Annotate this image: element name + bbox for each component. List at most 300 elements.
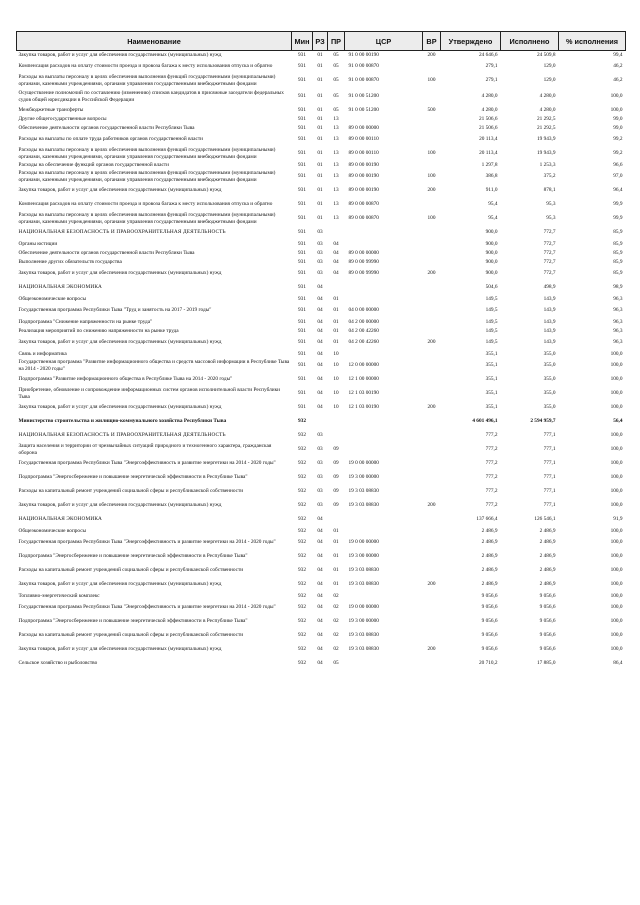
percent-cell: 100,0 bbox=[610, 618, 623, 625]
ministry-cell: 931 bbox=[298, 318, 306, 325]
subsection-cell: 09 bbox=[333, 446, 339, 453]
section-cell: 01 bbox=[317, 106, 323, 113]
percent-cell: 46,2 bbox=[613, 63, 623, 70]
name-cell: Закупка товаров, работ и услуг для обеспечения государственных (муниципальных) нужд bbox=[18, 339, 222, 346]
target-article-cell bbox=[345, 657, 423, 671]
subsection-cell: 10 bbox=[333, 376, 339, 383]
name-cell: Расходы на выплаты персоналу в целях обеспечения выполнения функций государственными (муниципальными) органами, казенными учреждениями, органами управления государственными внебюджетными фондами bbox=[18, 147, 276, 160]
approved-cell: 20 113,4 bbox=[479, 136, 498, 143]
name-cell: НАЦИОНАЛЬНАЯ ЭКОНОМИКА bbox=[18, 516, 102, 523]
percent-cell: 86,4 bbox=[613, 660, 623, 667]
percent-cell: 96,4 bbox=[613, 187, 623, 194]
percent-cell: 100,0 bbox=[610, 106, 623, 113]
expense-type-cell bbox=[423, 550, 441, 564]
target-article-cell bbox=[345, 281, 423, 295]
expense-type-cell bbox=[423, 198, 441, 212]
ministry-cell: 932 bbox=[298, 474, 306, 481]
approved-cell: 9 056,6 bbox=[481, 604, 498, 611]
section-cell: 03 bbox=[317, 446, 323, 453]
expense-type-cell bbox=[423, 615, 441, 629]
expense-type-cell bbox=[423, 304, 441, 318]
subsection-cell bbox=[328, 226, 345, 240]
ministry-cell: 932 bbox=[298, 460, 306, 467]
section-cell: 04 bbox=[317, 632, 323, 639]
table-row bbox=[17, 318, 626, 327]
approved-cell: 355,1 bbox=[485, 390, 498, 397]
ministry-cell: 931 bbox=[298, 115, 306, 122]
approved-cell: 20 113,4 bbox=[479, 150, 498, 157]
expense-type-cell: 200 bbox=[427, 646, 436, 653]
executed-cell: 355,0 bbox=[543, 350, 556, 357]
approved-cell: 149,5 bbox=[485, 295, 498, 302]
percent-cell: 99,2 bbox=[613, 136, 623, 143]
target-article-cell: 19 3 03 08830 bbox=[348, 581, 379, 588]
executed-cell: 19 943,9 bbox=[536, 136, 556, 143]
percent-cell: 98,9 bbox=[613, 284, 623, 291]
name-cell: Топливно-энергетический комплекс bbox=[18, 592, 100, 599]
ministry-cell: 931 bbox=[298, 327, 306, 334]
name-cell: Подпрограмма "Снижение напряженности на рынке труда" bbox=[18, 318, 153, 325]
target-article-cell: 89 0 00 00000 bbox=[348, 249, 379, 256]
expense-type-cell bbox=[423, 485, 441, 499]
percent-cell: 100,0 bbox=[610, 404, 623, 411]
expense-type-cell bbox=[423, 513, 441, 527]
subsection-cell: 10 bbox=[333, 404, 339, 411]
section-cell: 04 bbox=[317, 376, 323, 383]
target-article-cell: 91 0 00 51200 bbox=[348, 93, 379, 100]
target-article-cell: 19 3 03 08830 bbox=[348, 646, 379, 653]
name-cell: Связь и информатика bbox=[18, 350, 67, 357]
ministry-cell: 932 bbox=[298, 604, 306, 611]
executed-cell: 1 253,3 bbox=[539, 161, 556, 168]
ministry-cell: 931 bbox=[298, 173, 306, 180]
header-approved: Утверждено bbox=[441, 32, 501, 51]
name-cell: Подпрограмма "Развитие информационного общества в Республике Тыва на 2014 - 2020 годы" bbox=[18, 376, 233, 383]
table-row bbox=[17, 443, 626, 457]
approved-cell: 2 486,9 bbox=[481, 539, 498, 546]
target-article-cell: 19 3 03 08830 bbox=[348, 502, 379, 509]
name-cell: Защита населения и территории от чрезвычайных ситуаций природного и техногенного характера, гражданская оборона bbox=[18, 443, 272, 456]
expense-type-cell bbox=[423, 443, 441, 457]
section-cell: 03 bbox=[317, 270, 323, 277]
executed-cell: 2 486,9 bbox=[539, 527, 556, 534]
expense-type-cell bbox=[423, 471, 441, 485]
executed-cell: 4 280,0 bbox=[539, 106, 556, 113]
subsection-cell: 01 bbox=[333, 295, 339, 302]
name-cell: Государственная программа Республики Тыва "Энергоэффективность и развитие энергетики на 2014 - 2020 годы" bbox=[18, 460, 276, 467]
ministry-cell: 932 bbox=[298, 527, 306, 534]
executed-cell: 126 546,1 bbox=[534, 516, 556, 523]
executed-cell: 772,7 bbox=[543, 240, 556, 247]
ministry-cell: 931 bbox=[298, 362, 306, 369]
section-cell: 04 bbox=[317, 660, 323, 667]
section-cell: 04 bbox=[317, 404, 323, 411]
table-row bbox=[17, 304, 626, 318]
subsection-cell: 13 bbox=[333, 173, 339, 180]
expense-type-cell bbox=[423, 318, 441, 327]
executed-cell: 2 486,9 bbox=[539, 539, 556, 546]
table-row bbox=[17, 657, 626, 671]
table-row bbox=[17, 74, 626, 88]
section-cell: 03 bbox=[317, 460, 323, 467]
target-article-cell bbox=[345, 443, 423, 457]
executed-cell: 355,0 bbox=[543, 390, 556, 397]
table-row bbox=[17, 60, 626, 74]
table-row bbox=[17, 295, 626, 304]
approved-cell: 911,0 bbox=[485, 187, 498, 194]
ministry-cell: 932 bbox=[298, 418, 306, 425]
section-cell: 01 bbox=[317, 115, 323, 122]
subsection-cell: 05 bbox=[333, 93, 339, 100]
header-name: Наименование bbox=[17, 32, 292, 51]
table-row bbox=[17, 615, 626, 629]
percent-cell: 85,9 bbox=[613, 229, 623, 236]
expense-type-cell bbox=[423, 226, 441, 240]
expense-type-cell bbox=[423, 657, 441, 671]
percent-cell: 96,3 bbox=[613, 307, 623, 314]
subsection-cell: 13 bbox=[333, 201, 339, 208]
subsection-cell: 09 bbox=[333, 474, 339, 481]
name-cell: Расходы на выплаты персоналу в целях обеспечения выполнения функций государственными (муниципальными) органами, казенными учреждениями, органами управления государственными внебюджетными фондами bbox=[18, 74, 276, 87]
approved-cell: 777,2 bbox=[485, 432, 498, 439]
name-cell: Другие общегосударственные вопросы bbox=[18, 115, 107, 122]
subsection-cell: 01 bbox=[333, 307, 339, 314]
section-cell: 03 bbox=[317, 432, 323, 439]
subsection-cell: 10 bbox=[333, 390, 339, 397]
header-ministry: Мин bbox=[292, 32, 313, 51]
expense-type-cell bbox=[423, 60, 441, 74]
subsection-cell: 05 bbox=[333, 52, 339, 59]
expense-type-cell bbox=[423, 249, 441, 258]
ministry-cell: 931 bbox=[298, 376, 306, 383]
header-expense-type: ВР bbox=[423, 32, 441, 51]
ministry-cell: 931 bbox=[298, 124, 306, 131]
executed-cell: 2 594 959,7 bbox=[530, 418, 556, 425]
ministry-cell: 932 bbox=[298, 646, 306, 653]
executed-cell: 777,1 bbox=[543, 488, 556, 495]
name-cell: Общеэкономические вопросы bbox=[18, 295, 87, 302]
subsection-cell: 01 bbox=[333, 527, 339, 534]
header-subsection: ПР bbox=[328, 32, 345, 51]
approved-cell: 777,2 bbox=[485, 488, 498, 495]
section-cell: 01 bbox=[317, 63, 323, 70]
target-article-cell: 19 3 00 00000 bbox=[348, 474, 379, 481]
section-cell: 01 bbox=[317, 77, 323, 84]
approved-cell: 21 506,6 bbox=[478, 124, 498, 131]
percent-cell: 85,9 bbox=[613, 240, 623, 247]
percent-cell: 99,0 bbox=[613, 124, 623, 131]
table-row bbox=[17, 51, 626, 60]
percent-cell: 100,0 bbox=[610, 446, 623, 453]
name-cell: Расходы на выплаты по оплате труда работников органов государственной власти bbox=[18, 136, 204, 143]
expense-type-cell: 200 bbox=[427, 270, 436, 277]
ministry-cell: 931 bbox=[298, 249, 306, 256]
subsection-cell bbox=[328, 415, 345, 429]
ministry-cell: 932 bbox=[298, 567, 306, 574]
subsection-cell: 02 bbox=[333, 632, 339, 639]
subsection-cell: 09 bbox=[333, 502, 339, 509]
table-row bbox=[17, 240, 626, 249]
executed-cell: 143,9 bbox=[543, 295, 556, 302]
approved-cell: 2 486,9 bbox=[481, 567, 498, 574]
expense-type-cell bbox=[423, 88, 441, 106]
section-cell: 04 bbox=[317, 295, 323, 302]
section-cell: 04 bbox=[317, 567, 323, 574]
expense-type-cell bbox=[423, 457, 441, 471]
expense-type-cell bbox=[423, 133, 441, 147]
target-article-cell: 04 2 00 00000 bbox=[348, 318, 379, 325]
percent-cell: 85,9 bbox=[613, 258, 623, 265]
table-row bbox=[17, 133, 626, 147]
executed-cell: 129,0 bbox=[543, 63, 556, 70]
table-row bbox=[17, 499, 626, 513]
section-cell: 04 bbox=[317, 527, 323, 534]
target-article-cell: 89 0 00 00870 bbox=[348, 215, 379, 222]
section-cell: 04 bbox=[317, 516, 323, 523]
expense-type-cell bbox=[423, 161, 441, 170]
expense-type-cell bbox=[423, 258, 441, 267]
subsection-cell: 04 bbox=[333, 240, 339, 247]
table-row bbox=[17, 415, 626, 429]
section-cell: 03 bbox=[317, 249, 323, 256]
approved-cell: 2 486,9 bbox=[481, 527, 498, 534]
name-cell: Подпрограмма "Энергосбережение и повышение энергетической эффективности в Республике Тыва" bbox=[18, 474, 248, 481]
section-cell: 04 bbox=[317, 362, 323, 369]
section-cell: 04 bbox=[317, 284, 323, 291]
target-article-cell: 12 0 00 00000 bbox=[348, 362, 379, 369]
approved-cell: 149,5 bbox=[485, 327, 498, 334]
target-article-cell: 19 3 00 00000 bbox=[348, 618, 379, 625]
target-article-cell: 91 0 00 00870 bbox=[348, 63, 379, 70]
section-cell: 04 bbox=[317, 581, 323, 588]
name-cell: Закупка товаров, работ и услуг для обеспечения государственных (муниципальных) нужд bbox=[18, 187, 222, 194]
section-cell: 04 bbox=[317, 327, 323, 334]
approved-cell: 900,0 bbox=[485, 229, 498, 236]
section-cell: 01 bbox=[317, 136, 323, 143]
executed-cell: 9 056,6 bbox=[539, 632, 556, 639]
table-row bbox=[17, 115, 626, 124]
table-row bbox=[17, 212, 626, 226]
section-cell: 04 bbox=[317, 350, 323, 357]
percent-cell: 100,0 bbox=[610, 604, 623, 611]
executed-cell: 777,1 bbox=[543, 432, 556, 439]
expense-type-cell bbox=[423, 115, 441, 124]
expense-type-cell bbox=[423, 124, 441, 133]
target-article-cell: 89 0 00 00870 bbox=[348, 201, 379, 208]
subsection-cell: 05 bbox=[333, 77, 339, 84]
ministry-cell: 932 bbox=[298, 539, 306, 546]
table-row bbox=[17, 88, 626, 106]
target-article-cell: 04 0 00 00000 bbox=[348, 307, 379, 314]
approved-cell: 355,1 bbox=[485, 376, 498, 383]
subsection-cell: 04 bbox=[333, 249, 339, 256]
subsection-cell: 01 bbox=[333, 581, 339, 588]
header-row bbox=[17, 32, 626, 51]
section-cell: 03 bbox=[317, 258, 323, 265]
approved-cell: 504,6 bbox=[485, 284, 498, 291]
table-row bbox=[17, 550, 626, 564]
table-row bbox=[17, 536, 626, 550]
table-row bbox=[17, 485, 626, 499]
ministry-cell: 931 bbox=[298, 270, 306, 277]
ministry-cell: 931 bbox=[298, 136, 306, 143]
name-cell: Межбюджетные трансферты bbox=[18, 106, 84, 113]
percent-cell: 96,3 bbox=[613, 318, 623, 325]
target-article-cell: 19 3 03 08830 bbox=[348, 632, 379, 639]
executed-cell: 2 486,9 bbox=[539, 567, 556, 574]
executed-cell: 2 486,9 bbox=[539, 553, 556, 560]
section-cell: 03 bbox=[317, 240, 323, 247]
expense-type-cell bbox=[423, 429, 441, 443]
table-row bbox=[17, 336, 626, 350]
percent-cell: 100,0 bbox=[610, 502, 623, 509]
section-cell: 01 bbox=[317, 150, 323, 157]
approved-cell: 355,1 bbox=[485, 404, 498, 411]
percent-cell: 100,0 bbox=[610, 350, 623, 357]
executed-cell: 9 056,6 bbox=[539, 646, 556, 653]
executed-cell: 95,3 bbox=[546, 201, 556, 208]
executed-cell: 9 056,6 bbox=[539, 604, 556, 611]
target-article-cell bbox=[345, 226, 423, 240]
target-article-cell: 19 0 00 00000 bbox=[348, 460, 379, 467]
name-cell: Выполнение других обязательств государства bbox=[18, 258, 122, 265]
subsection-cell: 01 bbox=[333, 318, 339, 325]
executed-cell: 143,9 bbox=[543, 307, 556, 314]
ministry-cell: 931 bbox=[298, 229, 306, 236]
percent-cell: 100,0 bbox=[610, 93, 623, 100]
target-article-cell: 04 2 00 42260 bbox=[348, 339, 379, 346]
name-cell: Закупка товаров, работ и услуг для обеспечения государственных (муниципальных) нужд bbox=[18, 404, 222, 411]
percent-cell: 97,0 bbox=[613, 173, 623, 180]
subsection-cell: 01 bbox=[333, 327, 339, 334]
target-article-cell bbox=[345, 527, 423, 536]
name-cell: Расходы на капитальный ремонт учреждений социальной сферы и республиканской собственности bbox=[18, 632, 244, 639]
table-row bbox=[17, 226, 626, 240]
table-row bbox=[17, 387, 626, 401]
table-row bbox=[17, 471, 626, 485]
subsection-cell: 13 bbox=[333, 187, 339, 194]
expense-type-cell bbox=[423, 564, 441, 578]
expense-type-cell: 100 bbox=[427, 77, 436, 84]
table-row bbox=[17, 564, 626, 578]
subsection-cell: 09 bbox=[333, 460, 339, 467]
approved-cell: 4 280,0 bbox=[481, 93, 498, 100]
subsection-cell: 05 bbox=[333, 63, 339, 70]
name-cell: Приобретение, обновление и сопровождение информационных систем органов исполнительной власти Республики Тыва bbox=[18, 387, 281, 400]
ministry-cell: 931 bbox=[298, 77, 306, 84]
ministry-cell: 931 bbox=[298, 284, 306, 291]
target-article-cell: 04 2 00 42260 bbox=[348, 327, 379, 334]
percent-cell: 99,0 bbox=[613, 115, 623, 122]
executed-cell: 777,1 bbox=[543, 446, 556, 453]
ministry-cell: 931 bbox=[298, 201, 306, 208]
executed-cell: 95,3 bbox=[546, 215, 556, 222]
executed-cell: 772,7 bbox=[543, 258, 556, 265]
name-cell: Закупка товаров, работ и услуг для обеспечения государственных (муниципальных) нужд bbox=[18, 52, 222, 59]
subsection-cell: 02 bbox=[333, 646, 339, 653]
percent-cell: 100,0 bbox=[610, 646, 623, 653]
subsection-cell: 02 bbox=[333, 604, 339, 611]
table-row bbox=[17, 629, 626, 643]
target-article-cell: 89 0 00 00000 bbox=[348, 124, 379, 131]
section-cell: 04 bbox=[317, 539, 323, 546]
executed-cell: 772,7 bbox=[543, 249, 556, 256]
approved-cell: 149,5 bbox=[485, 339, 498, 346]
name-cell: Расходы на выплаты персоналу в целях обеспечения выполнения функций государственными (муниципальными) органами, казенными учреждениями, органами управления государственными внебюджетными фондами bbox=[18, 170, 276, 183]
subsection-cell: 02 bbox=[333, 618, 339, 625]
executed-cell: 4 280,0 bbox=[539, 93, 556, 100]
approved-cell: 355,1 bbox=[485, 362, 498, 369]
percent-cell: 100,0 bbox=[610, 592, 623, 599]
name-cell: Закупка товаров, работ и услуг для обеспечения государственных (муниципальных) нужд bbox=[18, 646, 222, 653]
executed-cell: 143,9 bbox=[543, 327, 556, 334]
ministry-cell: 931 bbox=[298, 307, 306, 314]
approved-cell: 355,1 bbox=[485, 350, 498, 357]
percent-cell: 100,0 bbox=[610, 567, 623, 574]
section-cell: 04 bbox=[317, 307, 323, 314]
expense-type-cell bbox=[423, 592, 441, 601]
executed-cell: 17 885,0 bbox=[536, 660, 556, 667]
approved-cell: 20 710,2 bbox=[478, 660, 498, 667]
section-cell: 01 bbox=[317, 161, 323, 168]
subsection-cell: 02 bbox=[333, 592, 339, 599]
subsection-cell: 05 bbox=[333, 660, 339, 667]
percent-cell: 100,0 bbox=[610, 460, 623, 467]
table-row bbox=[17, 198, 626, 212]
ministry-cell: 932 bbox=[298, 592, 306, 599]
executed-cell: 19 943,9 bbox=[536, 150, 556, 157]
expense-type-cell bbox=[423, 601, 441, 615]
subsection-cell: 05 bbox=[333, 106, 339, 113]
percent-cell: 96,3 bbox=[613, 339, 623, 346]
target-article-cell: 89 0 00 00190 bbox=[348, 173, 379, 180]
executed-cell: 878,1 bbox=[543, 187, 556, 194]
subsection-cell: 13 bbox=[333, 124, 339, 131]
table-row bbox=[17, 527, 626, 536]
approved-cell: 9 056,6 bbox=[481, 592, 498, 599]
subsection-cell bbox=[328, 513, 345, 527]
section-cell bbox=[313, 415, 328, 429]
expense-type-cell bbox=[423, 240, 441, 249]
section-cell: 04 bbox=[317, 618, 323, 625]
subsection-cell: 01 bbox=[333, 567, 339, 574]
subsection-cell: 04 bbox=[333, 270, 339, 277]
approved-cell: 386,8 bbox=[485, 173, 498, 180]
percent-cell: 56,4 bbox=[613, 418, 623, 425]
budget-execution-table bbox=[16, 31, 626, 671]
name-cell: Расходы на капитальный ремонт учреждений социальной сферы и республиканской собственности bbox=[18, 567, 244, 574]
name-cell: Компенсация расходов на оплату стоимости проезда и провоза багажа к месту использования отпуска и обратно bbox=[18, 201, 273, 208]
percent-cell: 96,3 bbox=[613, 327, 623, 334]
executed-cell: 129,0 bbox=[543, 77, 556, 84]
expense-type-cell bbox=[423, 387, 441, 401]
ministry-cell: 931 bbox=[298, 390, 306, 397]
executed-cell: 355,0 bbox=[543, 362, 556, 369]
name-cell: Сельское хозяйство и рыболовство bbox=[18, 660, 98, 667]
target-article-cell bbox=[345, 429, 423, 443]
expense-type-cell bbox=[423, 527, 441, 536]
section-cell: 01 bbox=[317, 187, 323, 194]
expense-type-cell bbox=[423, 629, 441, 643]
expense-type-cell bbox=[423, 373, 441, 387]
expense-type-cell: 200 bbox=[427, 581, 436, 588]
approved-cell: 777,2 bbox=[485, 502, 498, 509]
name-cell: Компенсация расходов на оплату стоимости проезда и провоза багажа к месту использования отпуска и обратно bbox=[18, 63, 273, 70]
executed-cell: 143,9 bbox=[543, 318, 556, 325]
executed-cell: 21 292,5 bbox=[536, 124, 556, 131]
ministry-cell: 931 bbox=[298, 106, 306, 113]
target-article-cell: 19 0 00 00000 bbox=[348, 604, 379, 611]
